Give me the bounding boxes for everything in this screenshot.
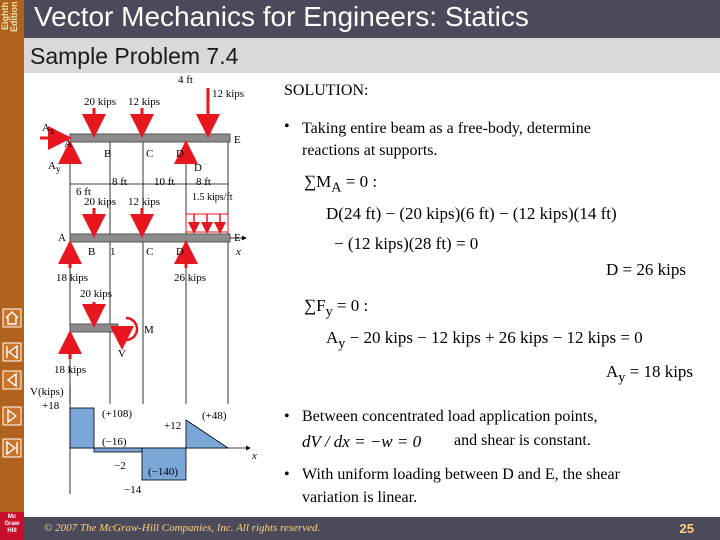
- label-20kips-top: 20 kips: [84, 96, 117, 108]
- page-title: Vector Mechanics for Engineers: Statics: [34, 1, 529, 32]
- label-M: M: [144, 324, 154, 336]
- title-bar: [24, 0, 720, 38]
- label-B-bottom: B: [88, 246, 96, 258]
- beam-figure: [30, 74, 280, 509]
- label-26kips: 26 kips: [174, 272, 207, 284]
- label-8ft-b: 8 ft: [196, 176, 211, 188]
- label-20kips-mid: 20 kips: [84, 196, 117, 208]
- label-12kips-mid: 12 kips: [128, 196, 161, 208]
- eq-D-result: D = 26 kips: [606, 260, 686, 279]
- eq-force-line: $A_y - 20$ kips − 12 kips + 26 kips − 12 kips = 0: [326, 328, 643, 352]
- label-x-axis: x: [252, 450, 257, 462]
- label-p12: +12: [164, 420, 182, 432]
- beam-section: [70, 324, 118, 332]
- label-6ft: 6 ft: [76, 186, 91, 198]
- bullet-2-rest: and shear is constant.: [454, 432, 591, 449]
- page-number: 25: [679, 521, 694, 536]
- beam-bottom: [70, 234, 230, 242]
- label-18kips: 18 kips: [56, 272, 89, 284]
- label-A-top: A: [64, 138, 72, 150]
- bullet-3-line-2: variation is linear.: [302, 489, 418, 506]
- bullet-1-marker: •: [284, 118, 290, 135]
- label-A-bottom: A: [58, 232, 66, 244]
- last-page-icon[interactable]: [2, 438, 22, 458]
- label-10ft: 10 ft: [154, 176, 175, 188]
- beam-top: [70, 134, 230, 142]
- label-dist-load: 1.5 kips/ft: [192, 192, 233, 203]
- label-E-top: E: [234, 134, 241, 146]
- shear-region-1: [70, 408, 94, 448]
- label-C-bottom: C: [146, 246, 154, 258]
- copyright-text: © 2007 The McGraw-Hill Companies, Inc. All rights reserved.: [44, 522, 321, 534]
- next-page-icon[interactable]: [2, 406, 22, 426]
- eq-sum-moments: $\sum M_A = 0$ :: [304, 172, 378, 196]
- label-Ay: $A_y$: [48, 160, 61, 175]
- label-E-bottom: E: [234, 232, 241, 244]
- label-D-bottom: D: [176, 246, 184, 258]
- shear-region-4: [186, 420, 228, 448]
- eq-sum-forces: $\sum F_y = 0$ :: [304, 296, 369, 320]
- label-D-top: D: [176, 148, 184, 160]
- label-m14: −14: [124, 484, 142, 496]
- label-m2: −2: [114, 460, 126, 472]
- label-m140: (−140): [148, 466, 179, 478]
- label-8ft-a: 8 ft: [112, 176, 127, 188]
- eq-moment-line-2: − (12 kips)(28 ft) = 0: [334, 234, 479, 253]
- label-B-top: B: [104, 148, 112, 160]
- publisher-logo: Mc Graw Hill: [0, 512, 24, 540]
- label-C-top: C: [146, 148, 154, 160]
- label-20kips-fb: 20 kips: [80, 288, 113, 300]
- slide-subtitle: Sample Problem 7.4: [30, 43, 239, 69]
- bullet-2-marker: •: [284, 408, 290, 425]
- bullet-3-marker: •: [284, 466, 290, 483]
- label-p18: +18: [42, 400, 60, 412]
- label-p108: (+108): [102, 408, 133, 420]
- label-p48: (+48): [202, 410, 227, 422]
- edition-label: Eighth Edition: [0, 2, 19, 33]
- footer-bar: [24, 517, 720, 540]
- label-18kips-fb: 18 kips: [54, 364, 87, 376]
- bullet-2-line-1: Between concentrated load application points,: [302, 408, 598, 425]
- bullet-2-equation: dV / dx = −w = 0: [302, 432, 422, 451]
- sidebar: [0, 0, 24, 540]
- label-12kips-top-b: 12 kips: [212, 88, 245, 100]
- prev-page-icon[interactable]: [2, 370, 22, 390]
- solution-heading: SOLUTION:: [284, 82, 369, 99]
- label-Vkips: V(kips): [30, 386, 64, 398]
- label-Ax: $A_x$: [42, 122, 55, 137]
- bullet-3-line-1: With uniform loading between D and E, the shear: [302, 466, 620, 483]
- label-V: V: [118, 348, 126, 360]
- home-icon[interactable]: [2, 308, 22, 328]
- shear-region-2: [94, 448, 142, 452]
- first-page-icon[interactable]: [2, 342, 22, 362]
- label-m16: (−16): [102, 436, 127, 448]
- eq-Ay-result: $A_y = 18$ kips: [606, 362, 694, 386]
- subtitle-bar: [24, 38, 720, 73]
- label-12kips-top-a: 12 kips: [128, 96, 161, 108]
- eq-moment-line-1: D(24 ft) − (20 kips)(6 ft) − (12 kips)(14 ft): [326, 204, 617, 223]
- bullet-1-text: Taking entire beam as a free-body, determine reactions at supports.: [302, 120, 591, 159]
- label-4ft: 4 ft: [178, 74, 193, 86]
- label-x-bottom: x: [236, 246, 241, 258]
- label-D-reaction: D: [194, 162, 202, 174]
- label-one: 1: [110, 246, 116, 258]
